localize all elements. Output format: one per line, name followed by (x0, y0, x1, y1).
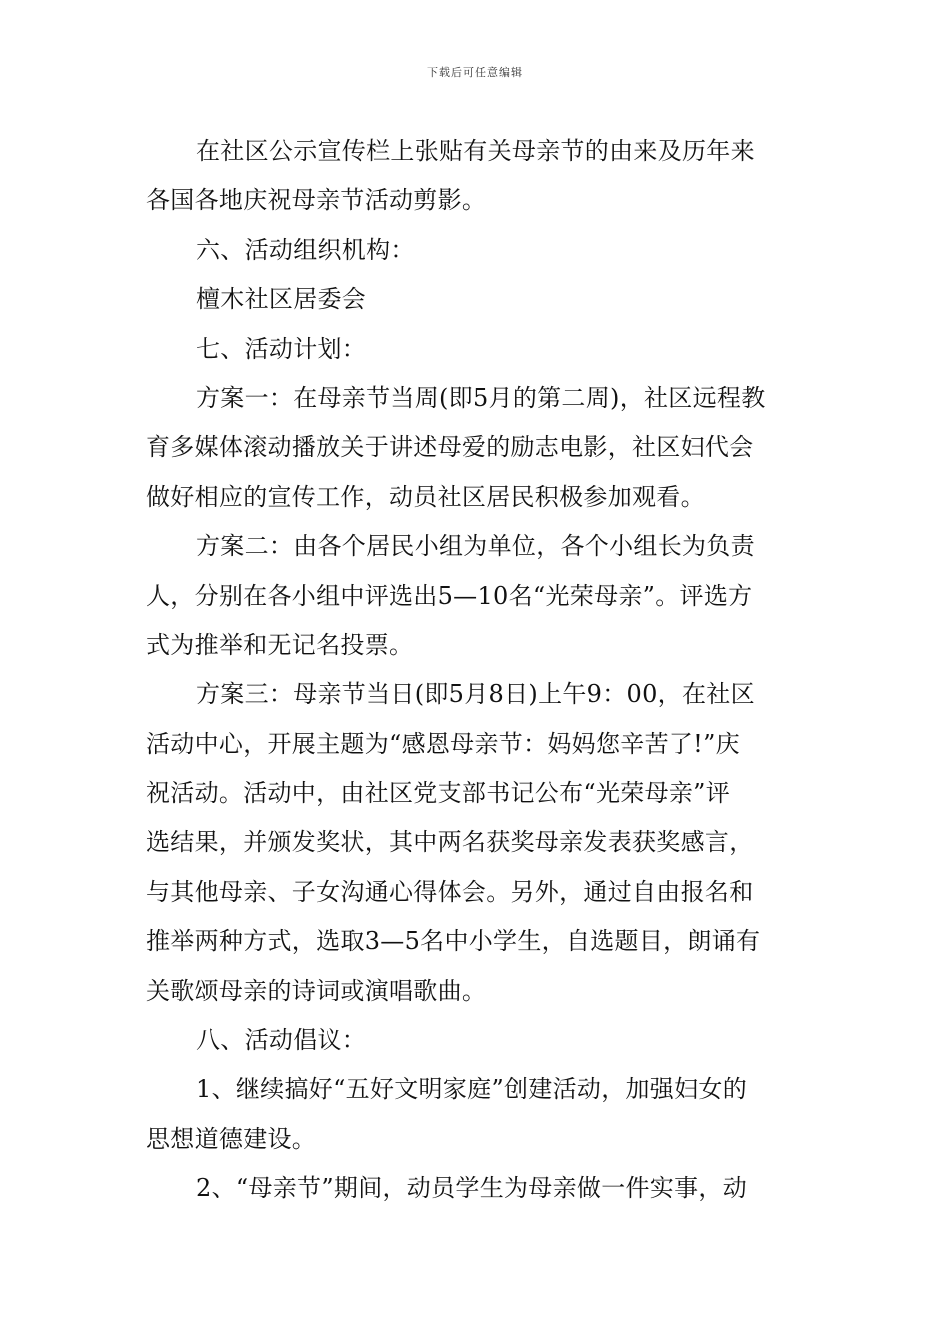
text-line: 人，分别在各小组中评选出5—10名“光荣母亲”。评选方 (146, 581, 753, 610)
text-line: 七、活动计划： (196, 334, 367, 363)
text-line: 各国各地庆祝母亲节活动剪影。 (146, 186, 487, 215)
header-note: 下载后可任意编辑 (427, 66, 523, 79)
text-line: 育多媒体滚动播放关于讲述母爱的励志电影，社区妇代会 (146, 433, 754, 462)
body-text (146, 127, 806, 1214)
text-line: 1、继续搞好“五好文明家庭”创建活动，加强妇女的 (196, 1075, 748, 1104)
text-line: 方案二：由各个居民小组为单位，各个小组长为负责 (196, 532, 755, 561)
text-line: 在社区公示宣传栏上张贴有关母亲节的由来及历年来 (196, 137, 755, 165)
text-line: 八、活动倡议： (196, 1026, 367, 1055)
text-line: 做好相应的宣传工作，动员社区居民积极参加观看。 (146, 482, 705, 511)
text-line: 选结果，并颁发奖状，其中两名获奖母亲发表获奖感言， (146, 828, 754, 857)
text-line: 六、活动组织机构： (196, 235, 415, 264)
text-line: 2、“母亲节”期间，动员学生为母亲做一件实事，动 (196, 1174, 748, 1203)
text-line: 檀木社区居委会 (196, 285, 367, 314)
text-line: 关歌颂母亲的诗词或演唱歌曲。 (146, 976, 487, 1005)
text-line: 式为推举和无记名投票。 (146, 630, 414, 659)
text-line: 方案三：母亲节当日(即5月8日)上午9：00，在社区 (196, 680, 755, 709)
text-line: 活动中心，开展主题为“感恩母亲节：妈妈您辛苦了!”庆 (146, 729, 740, 758)
text-line: 与其他母亲、子女沟通心得体会。另外，通过自由报名和 (146, 877, 754, 906)
text-line: 祝活动。活动中，由社区党支部书记公布“光荣母亲”评 (146, 779, 731, 808)
text-line: 方案一：在母亲节当周(即5月的第二周)，社区远程教 (196, 383, 766, 412)
text-line: 思想道德建设。 (146, 1124, 317, 1153)
text-line: 推举两种方式，选取3—5名中小学生，自选题目，朗诵有 (146, 927, 761, 956)
